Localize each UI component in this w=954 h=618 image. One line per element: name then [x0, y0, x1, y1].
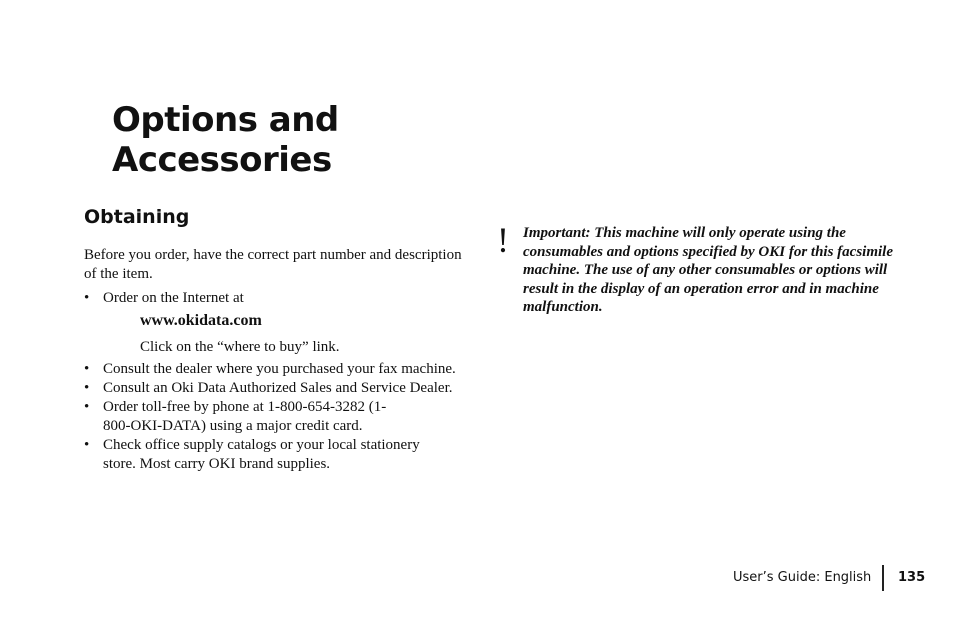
- bullet-icon: •: [84, 361, 90, 377]
- link-instruction: Click on the “where to buy” link.: [140, 339, 340, 355]
- website-link[interactable]: www.okidata.com: [140, 312, 262, 329]
- footer-divider: [882, 565, 884, 591]
- page-number: 135: [898, 570, 926, 585]
- bullet-icon: •: [84, 290, 90, 306]
- important-notice: Important: This machine will only operate using the consumables and options specified by OKI for this facsimile machine. The use of any other consumables or options will result in the display of an operation error and in machine malfunction.: [523, 225, 894, 315]
- exclamation-icon: !: [497, 220, 509, 260]
- section-heading: Obtaining: [84, 206, 190, 228]
- bullet-icon: •: [84, 399, 90, 415]
- page-title: [112, 100, 339, 180]
- page-title-line-1: Options and: [112, 100, 339, 140]
- page-title-line-2: Accessories: [112, 140, 332, 180]
- intro-paragraph: Before you order, have the correct part number and description of the item.: [84, 247, 462, 282]
- list-item-text: Consult the dealer where you purchased your fax machine.: [103, 361, 456, 377]
- footer-label: User’s Guide: English: [733, 570, 872, 585]
- bullet-icon: •: [84, 380, 90, 396]
- list-item-text: Order on the Internet at: [103, 290, 244, 306]
- list-item-text: Order toll-free by phone at 1-800-654-3282 (1-800-OKI-DATA) using a major credit card.: [103, 399, 387, 434]
- list-item-text: Consult an Oki Data Authorized Sales and Service Dealer.: [103, 380, 453, 396]
- list-item-text: Check office supply catalogs or your local stationery store. Most carry OKI brand supplies.: [103, 437, 420, 472]
- bullet-icon: •: [84, 437, 90, 453]
